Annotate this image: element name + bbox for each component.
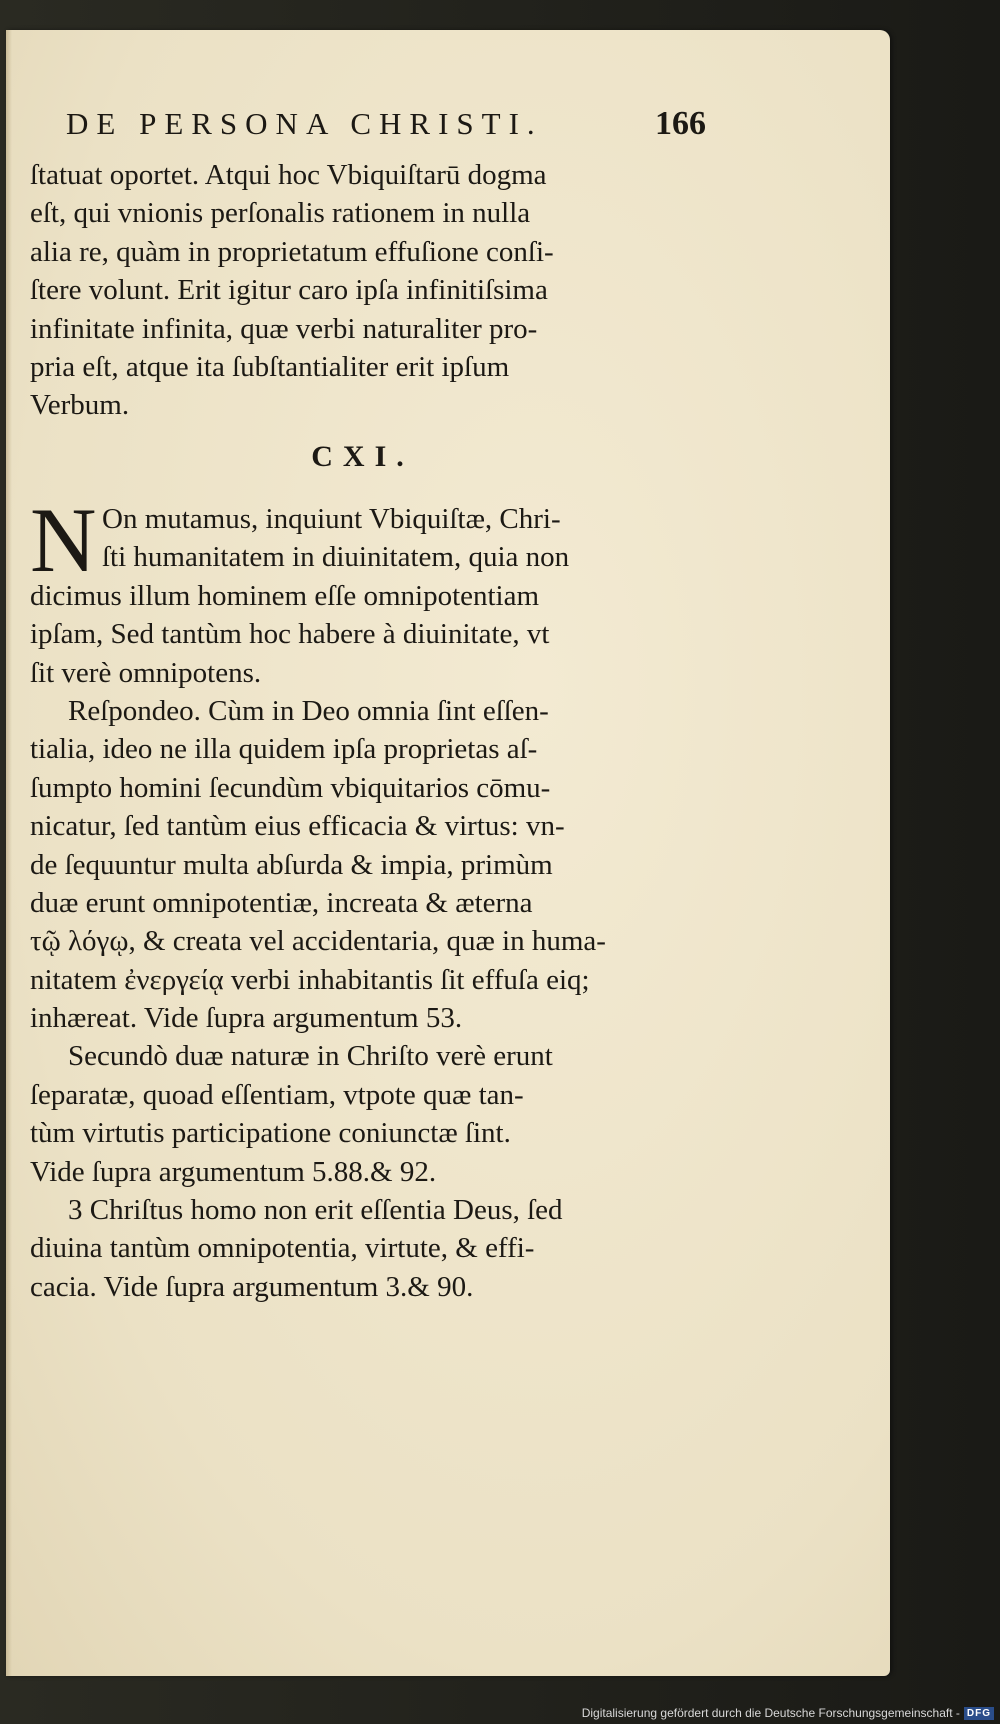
text-line: tialia, ideo ne illa quidem ipſa proprietas aſ- xyxy=(30,733,538,766)
text-line: ſti humanitatem in diuinitatem, quia non xyxy=(102,541,570,574)
text-line: alia re, quàm in proprietatum effuſione conſi- xyxy=(30,235,554,268)
text-line: cacia. Vide ſupra argumentum 3.& 90. xyxy=(30,1270,474,1303)
text-block-main xyxy=(30,489,695,1306)
page-number: 166 xyxy=(655,105,706,142)
text-block-intro xyxy=(30,156,695,425)
paragraph-start-line: Secundò duæ naturæ in Chriſto verè erunt xyxy=(68,1040,553,1073)
section-heading: CXI. xyxy=(311,440,414,473)
text-line: nicatur, ſed tantùm eius efficacia & virtus: vn- xyxy=(30,810,565,843)
text-line: duæ erunt omnipotentiæ, increata & æterna xyxy=(30,886,533,919)
text-line: inhæreat. Vide ſupra argumentum 53. xyxy=(30,1002,463,1035)
text-line: nitatem ἐνεργείᾳ verbi inhabitantis ſit effuſa eiq; xyxy=(30,963,590,996)
text-line: infinitate infinita, quæ verbi naturaliter pro- xyxy=(30,312,538,345)
paragraph-start-line: Reſpondeo. Cùm in Deo omnia ſint eſſen- xyxy=(68,694,549,727)
paragraph-start-line: 3 Chriſtus homo non erit eſſentia Deus, ſed xyxy=(68,1194,563,1227)
text-line: Vide ſupra argumentum 5.88.& 92. xyxy=(30,1155,437,1188)
text-line: On mutamus, inquiunt Vbiquiſtæ, Chri- xyxy=(102,503,561,535)
credit-text: Digitalisierung gefördert durch die Deutsche Forschungsgemeinschaft - xyxy=(581,1706,960,1720)
digitization-credit xyxy=(582,1706,994,1720)
text-line: ſtatuat oportet. Atqui hoc Vbiquiſtarū dogma xyxy=(30,159,547,191)
text-line: Verbum. xyxy=(30,389,130,422)
text-line: τῷ λόγῳ, & creata vel accidentaria, quæ in huma- xyxy=(30,925,606,958)
text-line: de ſequuntur multa abſurda & impia, primùm xyxy=(30,848,553,881)
text-line: ſtere volunt. Erit igitur caro ipſa infinitiſsima xyxy=(30,274,548,307)
text-line: ſeparatæ, quoad eſſentiam, vtpote quæ tan- xyxy=(30,1078,524,1111)
text-line: dicimus illum hominem eſſe omnipotentiam xyxy=(30,579,540,612)
page-gutter-shadow xyxy=(6,30,12,1676)
running-head: DE PERSONA CHRISTI. xyxy=(66,106,543,141)
text-line: ſumpto homini ſecundùm vbiquitarios cōmu- xyxy=(30,771,551,804)
text-line: pria eſt, atque ita ſubſtantialiter erit ipſum xyxy=(30,350,510,383)
text-line: ſit verè omnipotens. xyxy=(30,656,262,689)
text-line: ipſam, Sed tantùm hoc habere à diuinitate, vt xyxy=(30,618,550,651)
dfg-logo: DFG xyxy=(964,1707,994,1720)
drop-cap-initial: N xyxy=(30,489,97,591)
text-line: eſt, qui vnionis perſonalis rationem in nulla xyxy=(30,197,531,230)
text-line: diuina tantùm omnipotentia, virtute, & effi- xyxy=(30,1232,535,1265)
page-header xyxy=(66,105,706,143)
text-line: tùm virtutis participatione coniunctæ ſint. xyxy=(30,1117,511,1150)
